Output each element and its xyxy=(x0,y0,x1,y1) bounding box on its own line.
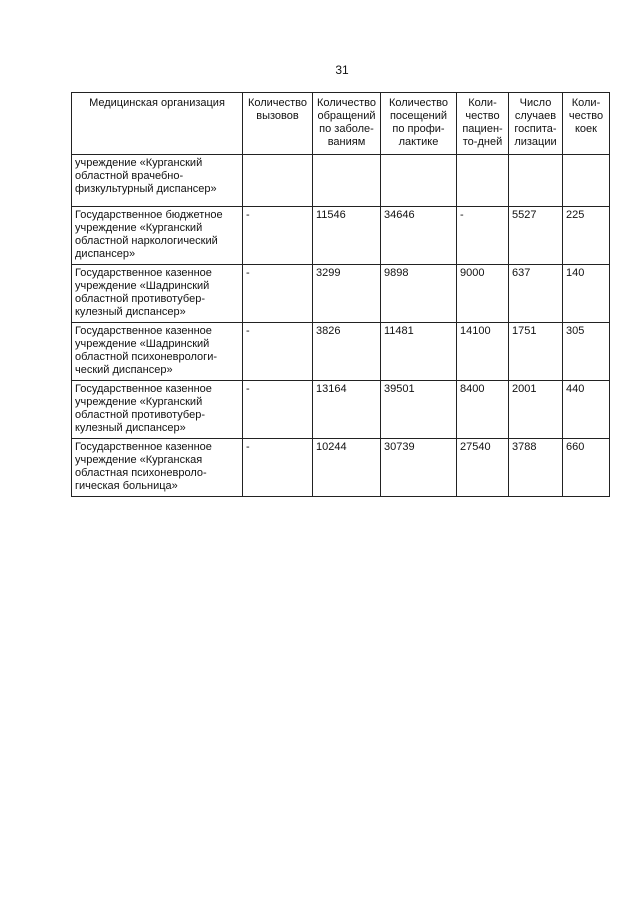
cell-visits-disease: 3826 xyxy=(313,323,381,381)
cell-patient-days: 27540 xyxy=(457,439,509,497)
table-row xyxy=(72,207,610,265)
cell-calls: - xyxy=(243,207,313,265)
cell-beds: 305 xyxy=(563,323,610,381)
cell-beds: 660 xyxy=(563,439,610,497)
cell-organization: Государственное бюджетное учреждение «Курганский областной наркологический диспансер» xyxy=(72,207,243,265)
report-table xyxy=(71,92,610,497)
cell-organization: Государственное казенное учреждение «Шадринский областной противотубер- кулезный диспансер» xyxy=(72,265,243,323)
cell-visits-disease: 3299 xyxy=(313,265,381,323)
cell-beds xyxy=(563,155,610,207)
cell-visits-prevention: 34646 xyxy=(381,207,457,265)
header-patient-days: Коли- чество пациен- то-дней xyxy=(457,93,509,155)
cell-calls: - xyxy=(243,381,313,439)
page-number: 31 xyxy=(335,63,349,77)
cell-organization: Государственное казенное учреждение «Шадринский областной психоневрологи- ческий диспансер» xyxy=(72,323,243,381)
cell-hospitalizations: 637 xyxy=(509,265,563,323)
cell-visits-prevention: 30739 xyxy=(381,439,457,497)
cell-beds: 140 xyxy=(563,265,610,323)
cell-organization: Государственное казенное учреждение «Курганская областная психоневроло- гическая больница» xyxy=(72,439,243,497)
cell-hospitalizations: 3788 xyxy=(509,439,563,497)
header-calls: Количество вызовов xyxy=(243,93,313,155)
cell-patient-days: 14100 xyxy=(457,323,509,381)
table-row xyxy=(72,323,610,381)
cell-visits-disease: 11546 xyxy=(313,207,381,265)
cell-visits-prevention: 11481 xyxy=(381,323,457,381)
cell-beds: 440 xyxy=(563,381,610,439)
cell-visits-disease: 13164 xyxy=(313,381,381,439)
cell-calls: - xyxy=(243,323,313,381)
cell-organization: учреждение «Курганский областной врачебно- физкультурный диспансер» xyxy=(72,155,243,207)
cell-calls: - xyxy=(243,265,313,323)
cell-hospitalizations xyxy=(509,155,563,207)
cell-hospitalizations: 1751 xyxy=(509,323,563,381)
cell-patient-days xyxy=(457,155,509,207)
cell-patient-days: - xyxy=(457,207,509,265)
cell-visits-disease: 10244 xyxy=(313,439,381,497)
table-row xyxy=(72,381,610,439)
cell-patient-days: 9000 xyxy=(457,265,509,323)
cell-beds: 225 xyxy=(563,207,610,265)
table-body xyxy=(72,155,610,497)
header-visits-disease: Количество обращений по заболе- ваниям xyxy=(313,93,381,155)
cell-visits-disease xyxy=(313,155,381,207)
header-visits-prevention: Количество посещений по профи- лактике xyxy=(381,93,457,155)
table-header-row xyxy=(72,93,610,155)
cell-calls xyxy=(243,155,313,207)
cell-organization: Государственное казенное учреждение «Курганский областной противотубер- кулезный диспансер» xyxy=(72,381,243,439)
table-row xyxy=(72,155,610,207)
cell-visits-prevention: 9898 xyxy=(381,265,457,323)
cell-hospitalizations: 2001 xyxy=(509,381,563,439)
cell-patient-days: 8400 xyxy=(457,381,509,439)
table-row xyxy=(72,439,610,497)
cell-hospitalizations: 5527 xyxy=(509,207,563,265)
cell-visits-prevention xyxy=(381,155,457,207)
table-row xyxy=(72,265,610,323)
header-hospitalizations: Число случаев госпита- лизации xyxy=(509,93,563,155)
header-organization: Медицинская организация xyxy=(72,93,243,155)
cell-calls: - xyxy=(243,439,313,497)
cell-visits-prevention: 39501 xyxy=(381,381,457,439)
header-beds: Коли- чество коек xyxy=(563,93,610,155)
